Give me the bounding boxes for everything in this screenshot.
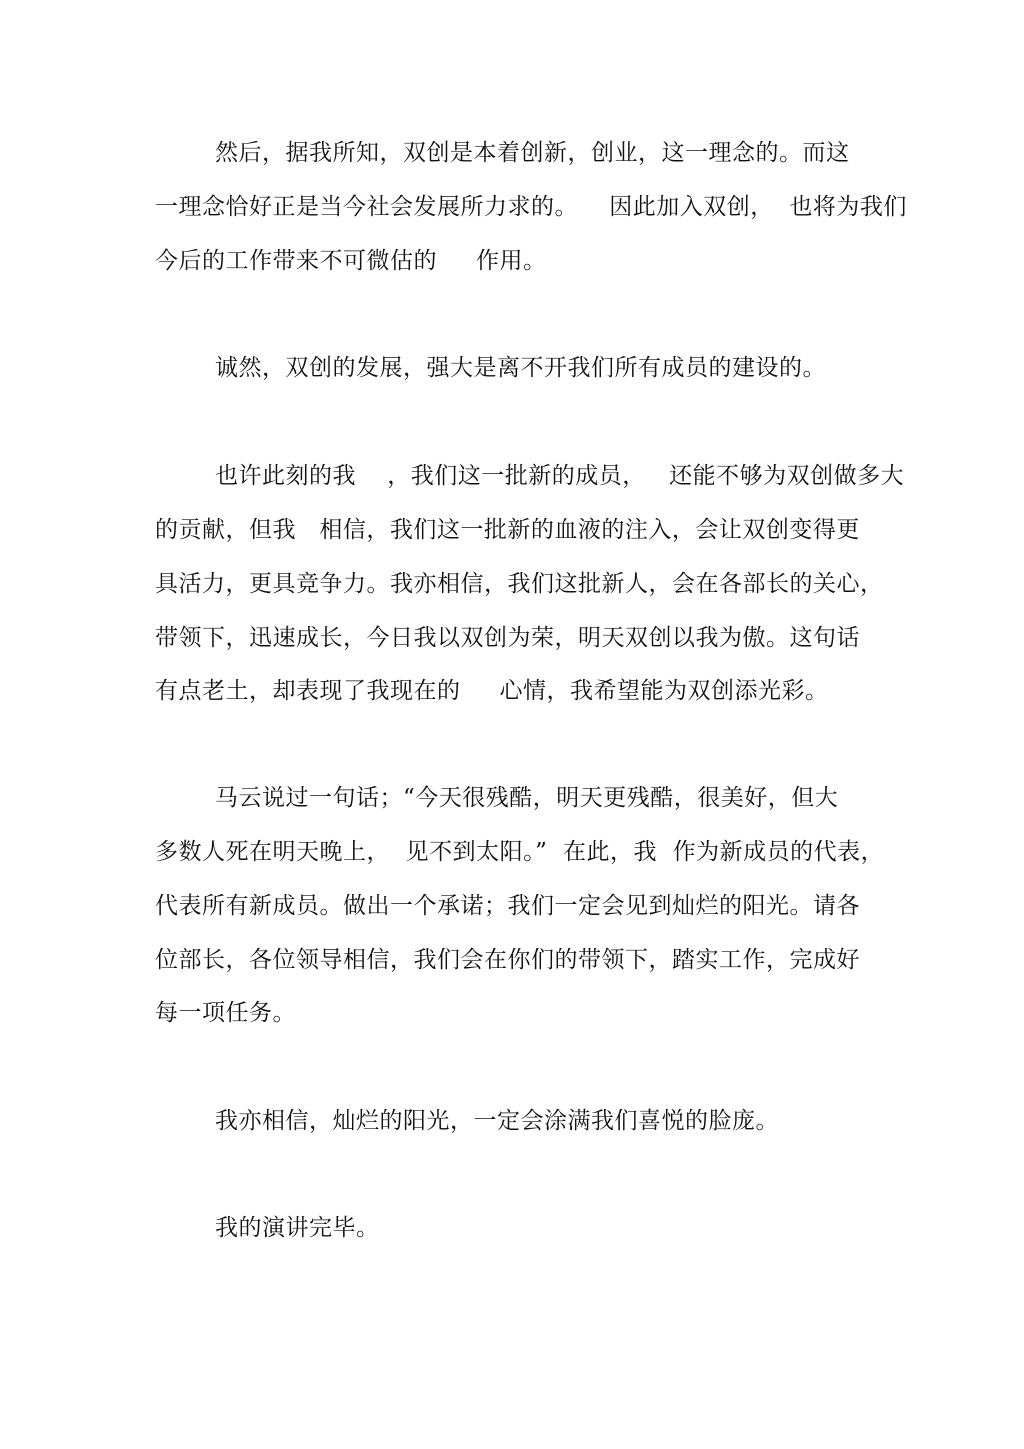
text-line: 每一项任务。 [155, 1000, 296, 1026]
text-line: 的贡献，但我 相信，我们这一批新的血液的注入，会让双创变得更 [155, 517, 860, 543]
text-line: 带领下，迅速成长，今日我以双创为荣，明天双创以我为傲。这句话 [155, 625, 860, 651]
text-line: 诚然，双创的发展，强大是离不开我们所有成员的建设的。 [215, 355, 826, 381]
text-line: 一理念恰好正是当今社会发展所力求的。 因此加入双创， 也将为我们 [155, 194, 907, 220]
text-line: 我亦相信，灿烂的阳光，一定会涂满我们喜悦的脸庞。 [215, 1108, 779, 1134]
text-line: 多数人死在明天晚上， 见不到太阳。” 在此，我 作为新成员的代表， [155, 839, 885, 865]
text-line: 代表所有新成员。做出一个承诺；我们一定会见到灿烂的阳光。请各 [155, 893, 860, 919]
text-line: 有点老土，却表现了我现在的 心情，我希望能为双创添光彩。 [155, 678, 829, 704]
text-line: 马云说过一句话；“今天很残酷，明天更残酷，很美好，但大 [215, 785, 839, 811]
text-line: 今后的工作带来不可微估的 作用。 [155, 248, 547, 274]
text-line: 我的演讲完毕。 [215, 1215, 380, 1241]
text-line: 也许此刻的我 ，我们这一批新的成员， 还能不够为双创做多大 [215, 463, 905, 489]
text-line: 然后，据我所知，双创是本着创新，创业，这一理念的。而这 [215, 140, 850, 166]
text-line: 具活力，更具竞争力。我亦相信，我们这批新人，会在各部长的关心， [155, 571, 884, 597]
text-line: 位部长，各位领导相信，我们会在你们的带领下，踏实工作，完成好 [155, 947, 860, 973]
